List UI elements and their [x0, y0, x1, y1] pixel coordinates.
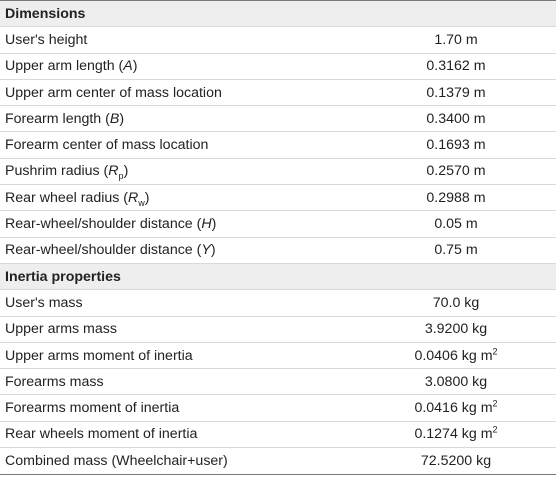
parameter-value: [306, 295, 556, 311]
value-text: 0.2570 m: [426, 163, 486, 180]
label-pre: Rear-wheel/shoulder distance (: [5, 242, 202, 259]
section-header-inertia-properties: [0, 264, 556, 290]
value-text: 0.0416 kg m: [414, 400, 493, 417]
parameter-value: [306, 32, 556, 48]
label-pre: User's mass: [5, 294, 83, 311]
label-pre: Upper arm length (: [5, 58, 124, 75]
section-title: Dimensions: [5, 5, 86, 22]
table-row: [0, 27, 556, 53]
parameter-label: [0, 137, 306, 153]
label-pre: Forearms moment of inertia: [5, 400, 180, 417]
table-row: [0, 106, 556, 132]
table-row: [0, 317, 556, 343]
label-sym: A: [123, 58, 133, 75]
parameter-label: [0, 453, 306, 469]
parameter-value: [306, 137, 556, 153]
label-pre: Forearm length (: [5, 110, 110, 127]
parameter-label: [0, 190, 306, 206]
value-exponent: 2: [492, 424, 498, 435]
label-sub: p: [118, 171, 124, 182]
value-text: 70.0 kg: [432, 294, 480, 311]
label-sym: B: [109, 110, 120, 127]
label-pre: Rear wheel radius (: [5, 189, 129, 206]
label-sym: H: [201, 216, 212, 233]
parameter-value: [306, 374, 556, 390]
label-pre: Forearms mass: [5, 373, 104, 390]
value-text: 72.5200 kg: [420, 453, 492, 470]
label-pre: Upper arms mass: [5, 321, 117, 338]
parameter-value: [306, 426, 556, 442]
value-text: 0.3400 m: [426, 110, 486, 127]
value-text: 0.05 m: [434, 216, 478, 233]
parameter-value: [306, 111, 556, 127]
value-text: 0.1379 m: [426, 84, 486, 101]
value-exponent: 2: [492, 345, 498, 356]
table-row: [0, 159, 556, 185]
table-row: [0, 132, 556, 158]
parameter-value: [306, 163, 556, 179]
label-post: ): [211, 216, 217, 233]
label-post: ): [123, 163, 129, 180]
parameter-label: [0, 242, 306, 258]
label-post: ): [119, 110, 125, 127]
label-sym: R: [128, 189, 139, 206]
label-pre: Pushrim radius (: [5, 163, 109, 180]
value-text: 0.1274 kg m: [414, 426, 493, 443]
label-pre: Rear wheels moment of inertia: [5, 426, 198, 443]
value-exponent: 2: [492, 398, 498, 409]
label-sub: w: [138, 197, 145, 208]
table-row: [0, 448, 556, 474]
label-post: ): [144, 189, 150, 206]
parameter-value: [306, 85, 556, 101]
table-row: [0, 290, 556, 316]
value-text: 1.70 m: [434, 31, 478, 48]
table-row: [0, 211, 556, 237]
value-text: 3.0800 kg: [424, 373, 488, 390]
parameter-value: [306, 58, 556, 74]
parameter-label: [0, 163, 306, 182]
parameter-label: [0, 321, 306, 337]
parameter-value: [306, 190, 556, 206]
table-row: [0, 422, 556, 448]
table-row: [0, 343, 556, 369]
section-title: Inertia properties: [5, 268, 121, 285]
label-pre: Upper arms moment of inertia: [5, 347, 193, 364]
parameter-label: [0, 111, 306, 127]
table-row: [0, 54, 556, 80]
parameter-value: [306, 216, 556, 232]
value-text: 3.9200 kg: [424, 321, 488, 338]
section-header-dimensions: [0, 1, 556, 27]
label-pre: User's height: [5, 31, 88, 48]
parameter-value: [306, 453, 556, 469]
parameter-value: [306, 345, 556, 364]
parameter-label: [0, 426, 306, 442]
label-sym: R: [108, 163, 119, 180]
table-row: [0, 185, 556, 211]
label-pre: Upper arm center of mass location: [5, 84, 222, 101]
parameter-label: [0, 400, 306, 416]
parameter-label: [0, 85, 306, 101]
label-post: ): [210, 242, 216, 259]
value-text: 0.1693 m: [426, 137, 486, 154]
parameter-label: [0, 374, 306, 390]
parameter-label: [0, 348, 306, 364]
table-row: [0, 80, 556, 106]
table-row: [0, 369, 556, 395]
label-post: ): [132, 58, 138, 75]
parameter-value: [306, 400, 556, 416]
label-sym: Y: [201, 242, 211, 259]
parameter-label: [0, 295, 306, 311]
parameter-value: [306, 242, 556, 258]
label-pre: Combined mass (Wheelchair+user): [5, 453, 228, 470]
value-text: 0.75 m: [434, 242, 478, 259]
value-text: 0.0406 kg m: [414, 347, 493, 364]
value-text: 0.3162 m: [426, 58, 486, 75]
parameter-label: [0, 58, 306, 74]
parameter-label: [0, 216, 306, 232]
table-row: [0, 238, 556, 264]
parameter-label: [0, 32, 306, 48]
parameter-value: [306, 321, 556, 337]
table-row: [0, 395, 556, 421]
label-pre: Forearm center of mass location: [5, 137, 209, 154]
label-pre: Rear-wheel/shoulder distance (: [5, 216, 202, 233]
value-text: 0.2988 m: [426, 189, 486, 206]
